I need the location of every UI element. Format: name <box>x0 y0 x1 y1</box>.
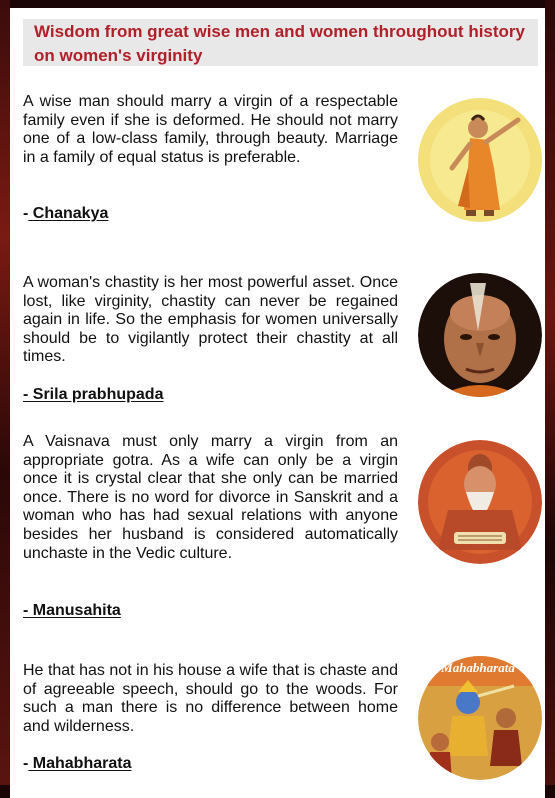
quote-text-manusahita: A Vaisnava must only marry a virgin from an appropriate gotra. As a wife can only be a virgin once it is crystal clear that she only can be married once. There is no word for divorce in Sanskrit and a woman who has had sexual relations with anyone besides her husband is considered automatically unchaste in the Vedic culture. <box>23 433 398 562</box>
author-name: - Srila prabhupada <box>23 386 164 403</box>
author-prefix: - <box>23 755 29 772</box>
author-name: - Manusahita <box>23 602 121 619</box>
author-prefix: - <box>23 205 29 222</box>
quote-author-manusahita <box>23 602 121 620</box>
content-panel <box>10 8 545 798</box>
quote-author-chanakya <box>23 205 108 223</box>
quote-text-prabhupada: A woman's chastity is her most powerful asset. Once lost, like virginity, chastity can never be regained again in life. So the emphasis for women universally should be to vigilantly protect their chastity at all times. <box>23 274 398 366</box>
quote-text-mahabharata: He that has not in his house a wife that is chaste and of agreeable speech, should go to the woods. For such a man there is no difference between home and wilderness. <box>23 662 398 735</box>
prabhupada-portrait-icon <box>418 273 542 397</box>
background-right-edge <box>545 0 555 785</box>
author-name: Mahabharata <box>28 755 132 772</box>
quote-author-mahabharata <box>23 755 131 773</box>
author-name: Chanakya <box>28 205 109 222</box>
mahabharata-battle-portrait-icon <box>418 656 542 780</box>
manu-sage-portrait-icon <box>418 440 542 564</box>
portrait-caption: Mahabharata <box>441 660 515 675</box>
quote-author-prabhupada <box>23 386 163 404</box>
quote-text-chanakya: A wise man should marry a virgin of a respectable family even if she is deformed. He should not marry one of a low-class family, through beauty. Marriage in a family of equal status is preferable. <box>23 93 398 166</box>
background-left-edge <box>0 0 10 785</box>
page-header <box>23 19 538 66</box>
page-title: Wisdom from great wise men and women throughout history on women's virginity <box>34 22 525 65</box>
chanakya-portrait-icon <box>418 98 542 222</box>
